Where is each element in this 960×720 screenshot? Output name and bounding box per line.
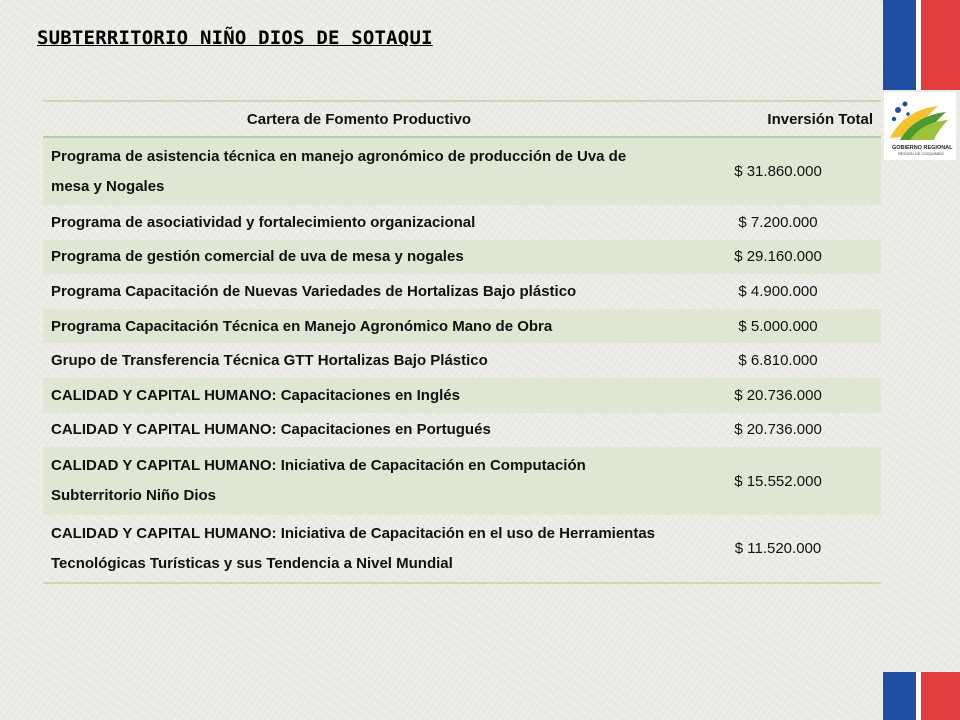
programa-cell: Programa de gestión comercial de uva de mesa y nogales xyxy=(51,248,464,266)
inversion-cell: $ 20.736.000 xyxy=(734,386,822,404)
header-inversion: Inversión Total xyxy=(675,101,881,137)
flag-stripe-bottom xyxy=(883,672,960,720)
table-row xyxy=(43,447,881,515)
programa-cell: CALIDAD Y CAPITAL HUMANO: Iniciativa de Capacitación en el uso de Herramientas Tecnológicas Turísticas y sus Tendencia a Nivel Mundial xyxy=(51,524,656,572)
table-row xyxy=(43,378,881,413)
table-row xyxy=(43,240,881,275)
inversion-cell: $ 15.552.000 xyxy=(734,472,822,490)
inversion-cell: $ 31.860.000 xyxy=(734,163,822,180)
table-row xyxy=(43,205,881,240)
inversion-cell: $ 7.200.000 xyxy=(738,213,818,231)
table-row xyxy=(43,137,881,205)
inversion-cell: $ 29.160.000 xyxy=(734,248,822,266)
inversion-cell: $ 11.520.000 xyxy=(734,540,822,558)
programa-cell: Programa Capacitación Técnica en Manejo Agronómico Mano de Obra xyxy=(51,317,553,335)
inversion-cell: $ 20.736.000 xyxy=(734,421,822,439)
inversion-cell: $ 4.900.000 xyxy=(738,282,818,300)
page-title: SUBTERRITORIO NIÑO DIOS DE SOTAQUI xyxy=(37,27,433,49)
programa-cell: CALIDAD Y CAPITAL HUMANO: Capacitaciones en Inglés xyxy=(51,386,460,404)
table-row xyxy=(43,309,881,344)
cartera-table xyxy=(43,100,881,584)
programa-cell: Programa de asistencia técnica en manejo agronómico de producción de Uva de mesa y Nogales xyxy=(51,147,627,195)
inversion-cell: $ 6.810.000 xyxy=(738,352,818,370)
table-row xyxy=(43,343,881,378)
flag-stripe-top xyxy=(883,0,960,90)
programa-cell: Grupo de Transferencia Técnica GTT Hortalizas Bajo Plástico xyxy=(51,352,488,370)
programa-cell: CALIDAD Y CAPITAL HUMANO: Iniciativa de Capacitación en Computación Subterritorio Niño Dios xyxy=(51,457,586,505)
inversion-cell: $ 5.000.000 xyxy=(738,317,818,335)
programa-cell: CALIDAD Y CAPITAL HUMANO: Capacitaciones en Portugués xyxy=(51,421,491,439)
table-row xyxy=(43,274,881,309)
header-cartera: Cartera de Fomento Productivo xyxy=(43,101,675,137)
programa-cell: Programa de asociatividad y fortalecimiento organizacional xyxy=(51,213,476,231)
table-header-row xyxy=(43,101,881,137)
table-row xyxy=(43,515,881,583)
programa-cell: Programa Capacitación de Nuevas Variedades de Hortalizas Bajo plástico xyxy=(51,282,577,300)
gobierno-regional-logo-icon xyxy=(884,92,956,160)
logo-text-line2: REGIÓN DE COQUIMBO xyxy=(898,151,944,156)
logo-text-line1: GOBIERNO REGIONAL xyxy=(892,145,953,151)
table-row xyxy=(43,413,881,448)
